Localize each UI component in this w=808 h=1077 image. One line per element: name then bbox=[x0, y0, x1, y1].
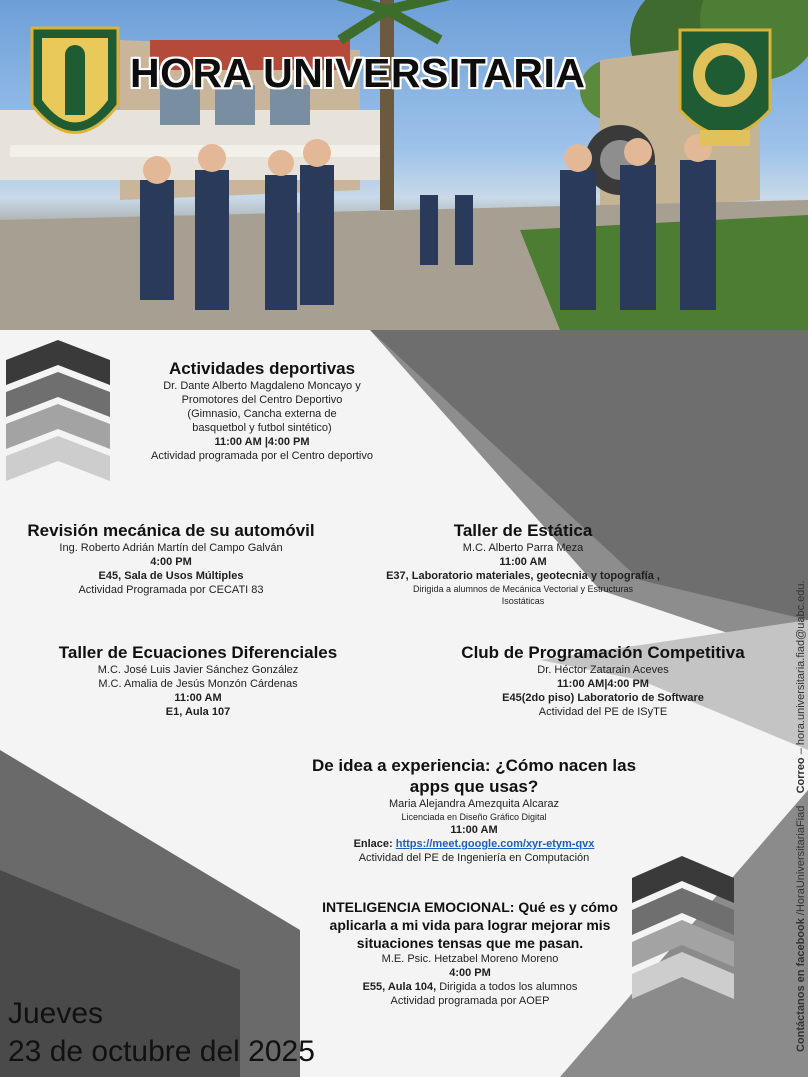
event-line: (Gimnasio, Cancha externa de bbox=[187, 408, 337, 420]
event-place: E55, Aula 104, bbox=[362, 981, 437, 993]
event-time: 4:00 PM bbox=[449, 967, 491, 979]
event-time: 11:00 AM|4:00 PM bbox=[557, 678, 649, 690]
link-label: Enlace: bbox=[353, 838, 393, 850]
facebook-handle[interactable]: /HoraUniversitariaFiad bbox=[795, 805, 807, 916]
event-subtitle: Licenciada en Diseño Gráfico Digital bbox=[401, 812, 547, 822]
event-note: Actividad del PE de ISyTE bbox=[538, 706, 668, 718]
event-title: De idea a experiencia: ¿Cómo nacen las apps que usas? bbox=[311, 756, 637, 796]
event-line: Dr. Dante Alberto Magdaleno Moncayo y bbox=[163, 380, 361, 392]
event-place: E45, Sala de Usos Múltiples bbox=[98, 570, 244, 582]
event-time: 11:00 AM bbox=[450, 824, 498, 836]
event-idea-experiencia bbox=[296, 755, 652, 865]
event-note: Actividad Programada por CECATI 83 bbox=[78, 584, 264, 596]
event-time: 11:00 AM |4:00 PM bbox=[214, 436, 310, 448]
event-title: Taller de Ecuaciones Diferenciales bbox=[58, 643, 338, 662]
event-taller-estatica bbox=[350, 520, 696, 607]
chevron-icon-group-left bbox=[6, 340, 110, 481]
event-line: M.E. Psic. Hetzabel Moreno Moreno bbox=[381, 953, 559, 965]
event-time: 11:00 AM bbox=[499, 556, 547, 568]
email-label: Correo bbox=[795, 757, 807, 794]
event-deportivas bbox=[126, 358, 398, 463]
event-title: Actividades deportivas bbox=[168, 359, 356, 378]
event-title: Club de Programación Competitiva bbox=[461, 643, 745, 662]
event-place: E45(2do piso) Laboratorio de Software bbox=[502, 692, 704, 704]
event-note: Actividad del PE de Ingeniería en Computación bbox=[358, 852, 590, 864]
event-time: 4:00 PM bbox=[150, 556, 192, 568]
event-line: Ing. Roberto Adrián Martín del Campo Galván bbox=[59, 542, 283, 554]
event-line: M.C. Alberto Parra Meza bbox=[462, 542, 584, 554]
event-revision-mecanica bbox=[8, 520, 334, 597]
date-day: Jueves bbox=[8, 997, 104, 1030]
page-title: HORA UNIVERSITARIA bbox=[130, 50, 586, 96]
date-full: 23 de octubre del 2025 bbox=[8, 1035, 315, 1068]
event-note: Actividad programada por AOEP bbox=[390, 995, 550, 1007]
event-line: Promotores del Centro Deportivo bbox=[181, 394, 343, 406]
meet-link[interactable]: https://meet.google.com/xyr-etym-qvx bbox=[395, 838, 595, 850]
contact-info: Contáctanos en facebook /HoraUniversitariaFiad Correo – hora.universitaria.fiad@uabc.edu. bbox=[795, 580, 807, 1052]
facebook-label: Contáctanos en facebook bbox=[795, 918, 807, 1052]
event-note: Actividad programada por el Centro deportivo bbox=[151, 450, 373, 462]
event-place-rest: Dirigida a todos los alumnos bbox=[439, 981, 578, 993]
event-title: INTELIGENCIA EMOCIONAL: bbox=[322, 899, 515, 915]
event-line: Dr. Héctor Zatarain Aceves bbox=[537, 664, 669, 676]
email-address[interactable]: hora.universitaria.fiad@uabc.edu. bbox=[795, 580, 807, 746]
event-line: Maria Alejandra Amezquita Alcaraz bbox=[389, 798, 559, 810]
event-title-rest: Qué es y cómo aplicarla a mi vida para lograr mejorar mis situaciones tensas que me pasan. bbox=[329, 899, 618, 951]
event-title: Taller de Estática bbox=[453, 521, 593, 540]
event-line: M.C. Amalia de Jesús Monzón Cárdenas bbox=[98, 678, 298, 690]
event-place: E1, Aula 107 bbox=[165, 706, 231, 718]
event-inteligencia-emocional bbox=[306, 898, 634, 1008]
event-title: Revisión mecánica de su automóvil bbox=[27, 521, 315, 540]
uabc-logo bbox=[32, 28, 118, 133]
event-club-programacion bbox=[440, 642, 766, 719]
event-note: Dirigida a alumnos de Mecánica Vectorial y Estructuras Isostáticas bbox=[412, 584, 634, 606]
event-place: E37, Laboratorio materiales, geotecnia y topografía , bbox=[386, 570, 660, 582]
event-ecuaciones-diferenciales bbox=[30, 642, 366, 719]
event-time: 11:00 AM bbox=[174, 692, 222, 704]
hero-banner bbox=[0, 0, 808, 330]
event-line: M.C. José Luis Javier Sánchez González bbox=[97, 664, 299, 676]
event-line: basquetbol y futbol sintético) bbox=[192, 422, 332, 434]
